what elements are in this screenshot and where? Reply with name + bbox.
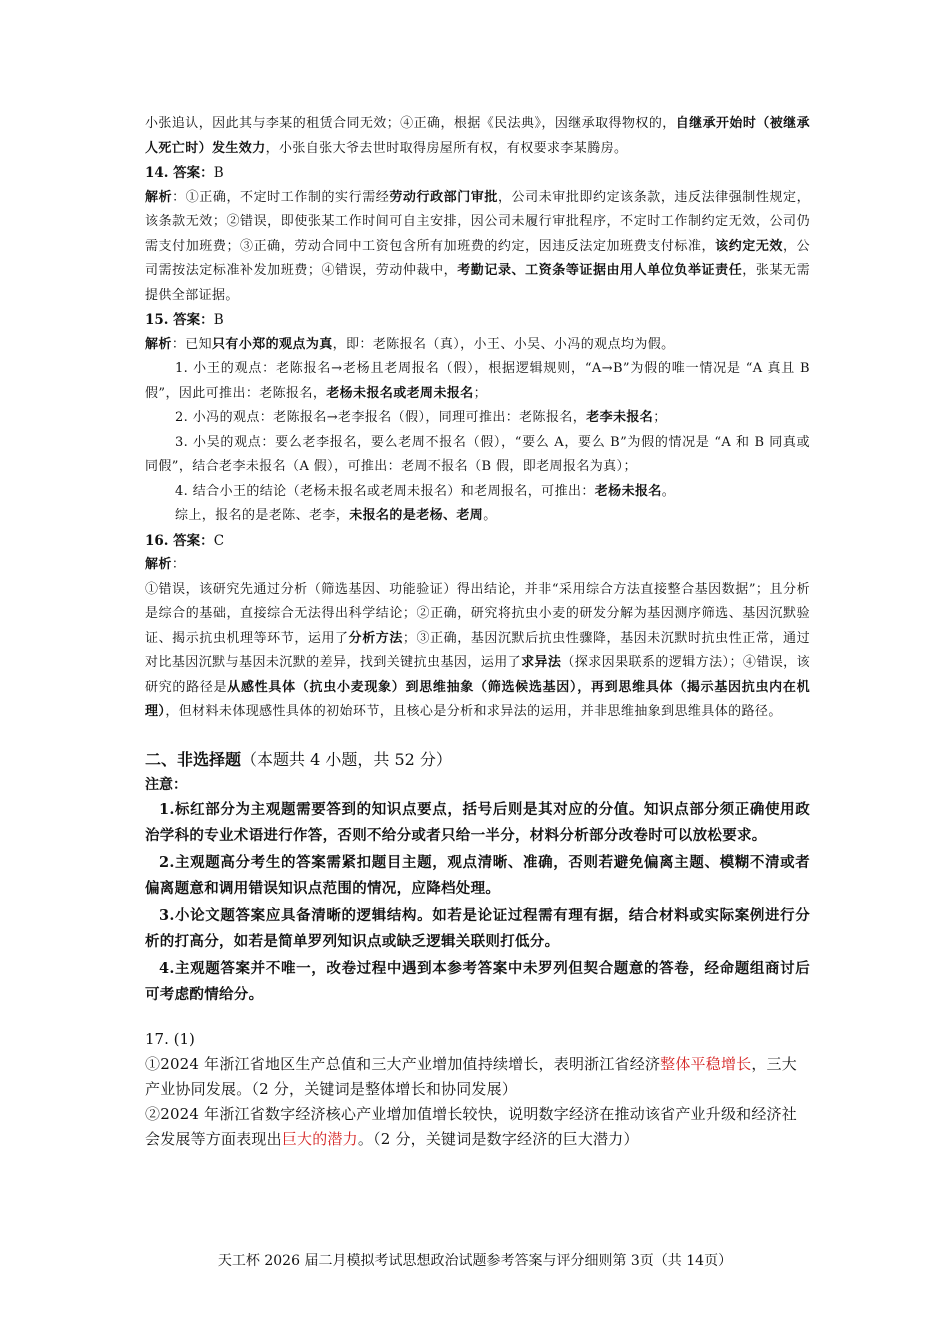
key-point: 分析方法 (348, 630, 403, 646)
document-body (145, 112, 810, 1152)
analysis-15-item-3 (145, 431, 810, 480)
note-3: 3.小论文题答案应具备清晰的逻辑结构。如若是论证过程需有理有据，结合材料或实际案例进行分析的打高分，如若是简单罗列知识点或缺乏逻辑关联则打低分。 (145, 906, 810, 950)
text-run: 结合小王的结论（老杨未报名或老周未报名）和老周报名，可推出： (192, 483, 595, 499)
key-point: 老杨未报名或老周未报名 (326, 385, 474, 401)
section-title: 二、非选择题 (145, 749, 242, 769)
note-1: 1.标红部分为主观题需要答到的知识点要点，括号后则是其对应的分值。知识点部分须正确使用政治学科的专业术语进行作答，否则不给分或者只给一半分，材料分析部分改卷时可以放松要求。 (145, 800, 810, 844)
analysis-label: 解析 (145, 189, 173, 205)
analysis-label: 解析 (145, 336, 172, 352)
analysis-label: 解析 (145, 557, 172, 572)
answer-label: 14. 答案： (145, 165, 214, 181)
analysis-15-item-2 (145, 406, 810, 431)
key-point: 自继承开始时（被继承人死亡时）发生效力 (145, 116, 810, 156)
text-run: ； (653, 410, 667, 425)
answer-14 (145, 161, 810, 186)
page-footer: 天工杯 2026 届二月模拟考试思想政治试题参考答案与评分细则第 3页（共 14页） (217, 1253, 733, 1269)
text-run: ①错误，该研究先通过分析（筛选基因、功能验证）得出结论，并非“采用综合方法直接整合基因数据”；且分析是综合的基础，直接综合无法得出科学结论；②正确，研究将抗虫小麦的研发分解为基因测序筛选、基因沉默验证、揭示抗虫机理等环节，运用了 (145, 581, 810, 646)
answer-value: C (213, 532, 225, 549)
answer-value: B (213, 312, 224, 328)
text-run: ，小张自张大爷去世时取得房屋所有权，有权要求李某腾房。 (265, 140, 628, 156)
analysis-15-item-4 (145, 480, 810, 505)
text-run: 小冯的观点：老陈报名→老李报名（假），同理可推出：老陈报名， (192, 410, 587, 425)
text-run: ，三大产业协同发展。（2 分，关键词是整体增长和协同发展） (145, 1054, 797, 1098)
text-run: 小王的观点：老陈报名→老杨且老周报名（假），根据逻辑规则，“A→B”为假的唯一情况是 “A 真且 B 假”，因此可推出：老陈报名， (145, 361, 810, 401)
text-run: ，公司未审批即约定该条款，违反法律强制性规定，该条款无效；②错误，即使张某工作时间可自主安排，因公司未履行审批程序，不定时工作制约定无效，公司仍需支付加班费；③正确，劳动合同中工资包含所有加班费的约定，因违反法定加班费支付标准， (145, 189, 811, 254)
key-point: 从感性具体（抗虫小麦现象）到思维抽象（筛选候选基因），再到思维具体（揭示基因抗虫内在机理） (145, 679, 810, 719)
section-subtitle: （本题共 4 小题，共 52 分） (241, 749, 452, 769)
note-4: 4.主观题答案并不唯一，改卷过程中遇到本参考答案中未罗列但契合题意的答卷，经命题组商讨后可考虑酌情给分。 (145, 959, 810, 1003)
section-heading (145, 747, 810, 773)
answer-17-point-1 (145, 1052, 810, 1102)
text-run: ，但材料未体现感性具体的初始环节，且核心是分析和求异法的运用，并非思维抽象到思维具体的路径。 (165, 704, 782, 719)
text-run: 。 (483, 508, 497, 523)
text-run: ，公司需按法定标准补发加班费；④错误，劳动仲裁中， (145, 238, 810, 278)
text-run: 。 (661, 483, 676, 499)
text-run: ，即：老陈报名（真），小王、小吴、小冯的观点均为假。 (332, 336, 675, 352)
answer-17-point-2 (145, 1102, 810, 1152)
key-point: 只有小郑的观点为真 (212, 336, 333, 352)
answer-16 (145, 529, 810, 554)
text-run: 综上，报名的是老陈、老李， (175, 508, 350, 523)
text-run: ②2024 年浙江省数字经济核心产业增加值增长较快，说明数字经济在推动该省产业升级和经济社会发展等方面表现出 (145, 1104, 797, 1148)
key-point: 劳动行政部门审批 (389, 189, 498, 205)
key-point: 老李未报名 (586, 410, 654, 425)
item-number: 2. (175, 410, 189, 425)
text-run: ①2024 年浙江省地区生产总值和三大产业增加值持续增长，表明浙江省经济 (145, 1054, 661, 1073)
text-run: ，张某无需提供全部证据。 (145, 263, 810, 303)
item-number: 4. (175, 483, 189, 499)
text-run: ： (171, 557, 186, 572)
text-run: 。（2 分，关键词是数字经济的巨大潜力） (357, 1129, 639, 1148)
key-point-red: 整体平稳增长 (660, 1054, 752, 1073)
item-number: 1. (175, 361, 189, 376)
note-2: 2.主观题高分考生的答案需紧扣题目主题，观点清晰、准确，否则若避免偏离主题、模糊不清或者偏离题意和调用错误知识点范围的情况，应降档处理。 (145, 853, 810, 897)
text-run: ：已知 (171, 336, 213, 352)
text-run: 小吴的观点：要么老李报名，要么老周不报名（假），“要么 A，要么 B”为假的情况是 “A 和 B 同真或同假”，结合老李未报名（A 假），可推出：老周不报名（B 假，即老周报名为真）； (145, 434, 810, 474)
text-run: ；③正确，基因沉默后抗虫性骤降，基因未沉默时抗虫性正常，通过对比基因沉默与基因未沉默的差异，找到关键抗虫基因，运用了 (145, 630, 810, 670)
key-point: 该约定无效 (715, 238, 783, 254)
key-point-red: 巨大的潜力 (281, 1129, 358, 1148)
key-point: 老杨未报名 (594, 483, 662, 499)
analysis-14 (145, 186, 810, 309)
text-run: 小张追认，因此其与李某的租赁合同无效；④正确，根据《民法典》，因继承取得物权的， (145, 116, 676, 131)
analysis-16 (145, 578, 810, 725)
answer-label: 15. 答案： (145, 312, 214, 328)
text-run: ； (473, 385, 488, 401)
answer-value: B (213, 165, 224, 181)
analysis-15-conclusion (145, 504, 810, 529)
paragraph-q13-continued (145, 112, 810, 161)
text-run: （探求因果联系的逻辑方法）；④错误，该研究的路径是 (145, 655, 811, 695)
analysis-15 (145, 333, 810, 358)
notes-heading: 注意： (145, 776, 187, 793)
key-point: 求异法 (521, 655, 562, 670)
answer-label: 16. 答案： (145, 532, 214, 549)
key-point: 考勤记录、工资条等证据由用人单位负举证责任 (457, 263, 743, 278)
item-number: 3. (175, 434, 189, 450)
answer-15 (145, 308, 810, 333)
analysis-15-item-1 (145, 357, 810, 406)
question-17-heading: 17. (1) (145, 1029, 195, 1048)
text-run: ：①正确，不定时工作制的实行需经 (172, 189, 390, 205)
analysis-16-label (145, 553, 810, 578)
key-point: 未报名的是老杨、老周 (349, 508, 484, 523)
